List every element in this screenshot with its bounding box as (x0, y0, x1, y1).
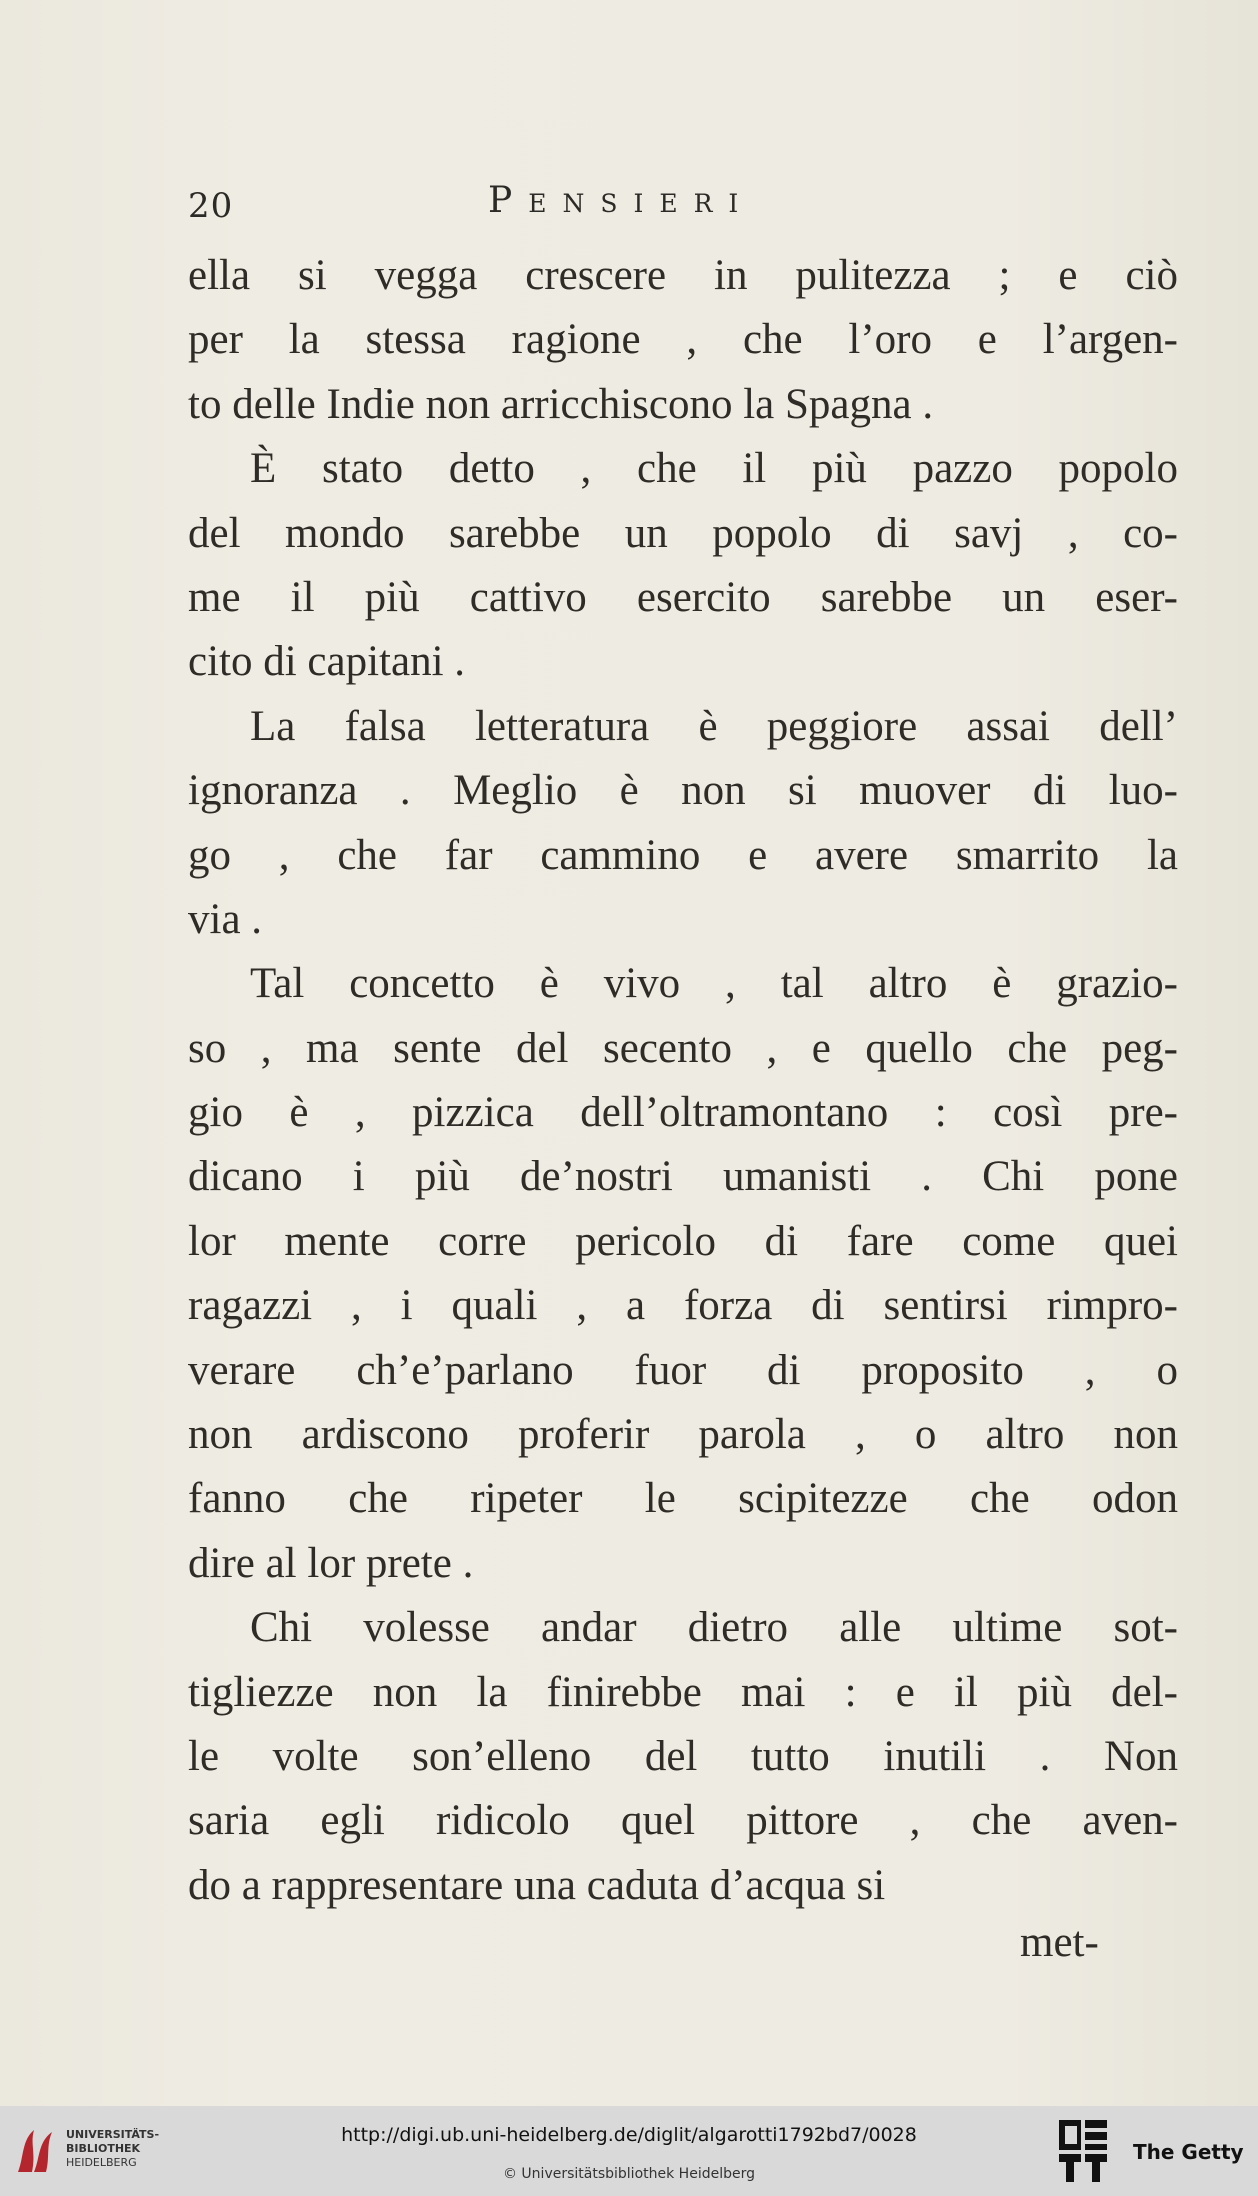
text-line: so , ma sente del secento , e quello che peg- (188, 1024, 1178, 1072)
text-line: del mondo sarebbe un popolo di savj , co- (188, 509, 1178, 557)
copyright-notice: © Universitätsbibliothek Heidelberg (502, 2166, 755, 2182)
running-head: Pensieri (488, 180, 755, 221)
text-line: via . (188, 895, 263, 943)
text-line: tigliezze non la finirebbe mai : e il più del- (188, 1668, 1178, 1716)
text-line: gio è , pizzica dell’oltramontano : così pre- (188, 1089, 1178, 1137)
getty-text: The Getty (1133, 2140, 1244, 2164)
text-line: verare ch’e’parlano fuor di proposito , o (188, 1346, 1178, 1394)
library-logo-line: HEIDELBERG (66, 2156, 137, 2169)
text-line: ignoranza . Meglio è non si muover di luo- (188, 767, 1178, 815)
viewer-footer (0, 2106, 1258, 2196)
text-line: Chi volesse andar dietro alle ultime sot- (250, 1604, 1178, 1652)
text-line: È stato detto , che il più pazzo popolo (250, 445, 1178, 493)
library-logo-line: UNIVERSITÄTS- (66, 2128, 160, 2141)
text-line: non ardiscono proferir parola , o altro non (188, 1411, 1178, 1459)
body-text (188, 244, 1178, 1918)
text-line: ella si vegga crescere in pulitezza ; e ciò (188, 252, 1178, 299)
text-line: fanno che ripeter le scipitezze che odon (188, 1475, 1178, 1523)
page-number: 20 (188, 186, 234, 226)
getty-logo-icon (1055, 2118, 1111, 2184)
text-line: me il più cattivo esercito sarebbe un eser- (188, 573, 1178, 621)
text-line: Tal concetto è vivo , tal altro è grazio- (250, 960, 1178, 1008)
text-line: La falsa letteratura è peggiore assai dell’ (250, 702, 1178, 750)
text-line: le volte son’elleno del tutto inutili . Non (188, 1732, 1178, 1780)
text-line: saria egli ridicolo quel pittore , che aven- (188, 1797, 1178, 1845)
text-line: cito di capitani . (188, 638, 466, 686)
text-line: lor mente corre pericolo di fare come quei (188, 1217, 1178, 1265)
text-line: do a rappresentare una caduta d’acqua si (188, 1861, 886, 1909)
catchword: met- (1020, 1919, 1099, 1966)
permalink-url[interactable]: http://digi.ub.uni-heidelberg.de/diglit/algarotti1792bd7/0028 (341, 2124, 917, 2146)
getty-logo[interactable] (1055, 2118, 1255, 2184)
text-line: ragazzi , i quali , a forza di sentirsi rimpro- (188, 1282, 1178, 1330)
library-logo-line: BIBLIOTHEK (66, 2142, 141, 2155)
page-header (188, 180, 1178, 240)
text-line: go , che far cammino e avere smarrito la (188, 831, 1178, 879)
text-line: dicano i più de’nostri umanisti . Chi pone (188, 1153, 1178, 1201)
text-line: to delle Indie non arricchiscono la Spagna . (188, 380, 934, 428)
text-line: per la stessa ragione , che l’oro e l’argen- (188, 316, 1178, 364)
text-line: dire al lor prete . (188, 1539, 474, 1587)
